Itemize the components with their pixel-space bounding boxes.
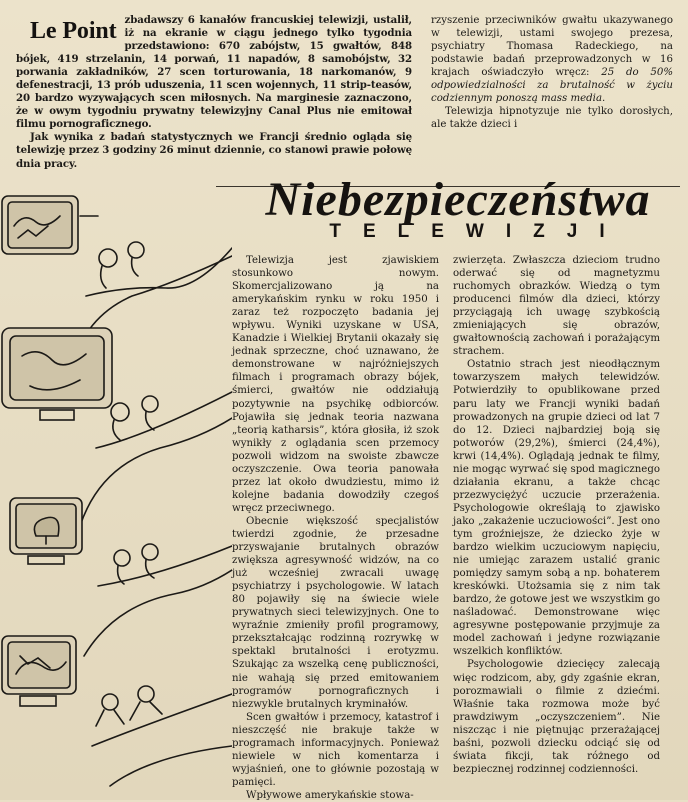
le-point-paragraph-1: zbadawszy 6 kanałów francuskiej telewizji, ustalił, iż na ekranie w ciągu jednego tylko tygodnia przedstawiono: 670 zabójstw, 15 gwałtów, 848 bójek, 419 strzelanin, 14 porwań, 11 napadów, 8 samobójstw, 32 porwania zakładników, 27 scen torturowania, 18 narkomanów, 9 defenestracji, 13 prób uduszenia, 11 scen wojennych, 11 strip-teasów, 20 bardzo wyzywających scen miłosnych. Na marginesie zaznaczono, że w owym tygodniu prywatny telewizyjny Canal Plus nie emitował filmu pornograficznego. xyxy=(16,14,412,131)
continued-paragraph-1-text: rzyszenie przeciwników gwałtu ukazywanego w telewizji, ustami swojego prezesa, psychiatry Thomasa Radeckiego, na podstawie badań przeprowadzonych w 16 krajach oświadczyło wręcz: xyxy=(431,15,673,79)
cartoon-illustration xyxy=(0,186,232,800)
column1-paragraph-3: Scen gwałtów i przemocy, katastrof i nieszczęść nie brakuje także w programach informacyjnych. Ponieważ niewiele w nich komentarza i wyjaśnień, one to głównie pozostają w pamięci. xyxy=(232,711,439,788)
headline-title: Niebezpieczeństwa xyxy=(265,173,651,226)
continued-paragraph-1 xyxy=(431,14,673,105)
column2-paragraph-3: Psychologowie dziecięcy zalecają więc rodzicom, aby, gdy zgaśnie ekran, porozmawiali o filmie z dziećmi. Właśnie taka rozmowa może być prawdziwym „oczyszczeniem”. Nie niszcząc i nie piętnując przerażającej baśni, pozwoli dziecku odciąć się od świata fikcji, tak różnego od bezpiecznej rodzinnej codzienności. xyxy=(453,659,660,775)
article-column-2 xyxy=(453,254,660,776)
continued-paragraph-1-quote: 25 do 50% odpowiedzialności za brutalność w życiu codziennym ponoszą mass media. xyxy=(431,67,673,105)
continued-article xyxy=(431,14,673,131)
tv-set-1 xyxy=(2,196,98,254)
column2-paragraph-1: zwierzęta. Zwłaszcza dzieciom trudno oderwać się od magnetyzmu ruchomych obrazków. Wiedzą o tym producenci filmów dla dzieci, którzy przyciągają ich uwagę szybkością zmieniających się obrazów, gwałtownością zachowań i porażającym strachem. xyxy=(453,255,660,358)
tv-set-3 xyxy=(10,498,82,564)
children-viewers-3 xyxy=(84,544,232,656)
tv-set-4 xyxy=(2,636,76,706)
tv-set-2 xyxy=(2,328,112,420)
continued-paragraph-2: Telewizja hipnotyzuje nie tylko dorosłych, ale także dzieci i xyxy=(431,106,673,131)
children-viewers-2 xyxy=(80,392,232,526)
headline-subtitle: TELEWIZJI xyxy=(329,221,627,242)
masthead-le-point: Le Point xyxy=(30,18,117,44)
column2-paragraph-2: Ostatnio strach jest nieodłącznym towarzyszem małych telewidzów. Potwierdziły to opublikowane przed paru laty we Francji wyniki badań prowadzonych na grupie dzieci od lat 7 do 12. Dzieci najbardziej boją się potworów (29,2%), śmierci (24,4%), krwi (14,4%). Oglądają jednak te filmy, nie mogąc wyrwać się spod magicznego działania ekranu, a także chcąc przezwyciężyć uczucie przerażenia. Psychologowie określają to zjawisko jako „zakażenie uczuciowości”. Jest ono tym groźniejsze, że dziecko żyje w bardzo wielkim uczuciowym napięciu, nie umiejąc zarazem ustalić granic pomiędzy samym sobą a np. bohaterem kreskówki. Utożsamia się z nim tak bardzo, że gotowe jest we wszystkim go naśladować. Demonstrowane więc agresywne postępowanie przyjmuje za model zachowań i jedyne rozwiązanie wszelkich konfliktów. xyxy=(453,359,660,658)
article-column-1 xyxy=(232,254,439,802)
column1-paragraph-1: Telewizja jest zjawiskiem stosunkowo nowym. Skomercjalizowano ją na amerykańskim rynku w roku 1950 i zaraz też rozpoczęto badania jej wpływu. Wyniki uzyskane w USA, Kanadzie i Wielkiej Brytanii okazały się jednak sprzeczne, choć uznawano, że demonstrowane w najróżniejszych filmach i programach obrazy bójek, śmierci, gwałtów nie oddziałują pozytywnie na psychikę odbiorców. Pojawiła się jednak teoria nazwana „teorią katharsis”, która głosiła, iż szok wynikły z oglądania scen przemocy pozwoli widzom na swoiste zbawcze oczyszczenie. Owa teoria panowała przez lat około dwudziestu, mimo iż kolejne badania dowodziły czegoś wręcz przeciwnego. xyxy=(232,255,439,514)
le-point-paragraph-2: Jak wynika z badań statystycznych we Francji średnio ogląda się telewizję przez 3 godziny 26 minut dziennie, co stanowi prawie połowę dnia pracy. xyxy=(16,131,412,170)
column1-paragraph-2: Obecnie większość specjalistów twierdzi zgodnie, że przesadne przyswajanie brutalnych obrazów zwiększa agresywność widzów, na co już wcześniej zwracali uwagę psychiatrzy i psychologowie. W latach 80 pojawiły się na świecie wiele prywatnych sieci telewizyjnych. One to wyraźnie zmieniły profil programowy, przekształcając rodzinną rozrywkę w spektakl brutalności i erotyzmu. Szukając za wszelką cenę publiczności, nie wahają się przed emitowaniem programów pornograficznych i niezwykle brutalnych kryminałów. xyxy=(232,515,439,710)
le-point-article xyxy=(16,14,412,171)
children-fighting xyxy=(92,686,232,786)
column1-paragraph-4: Wpływowe amerykańskie stowa- xyxy=(246,789,414,801)
